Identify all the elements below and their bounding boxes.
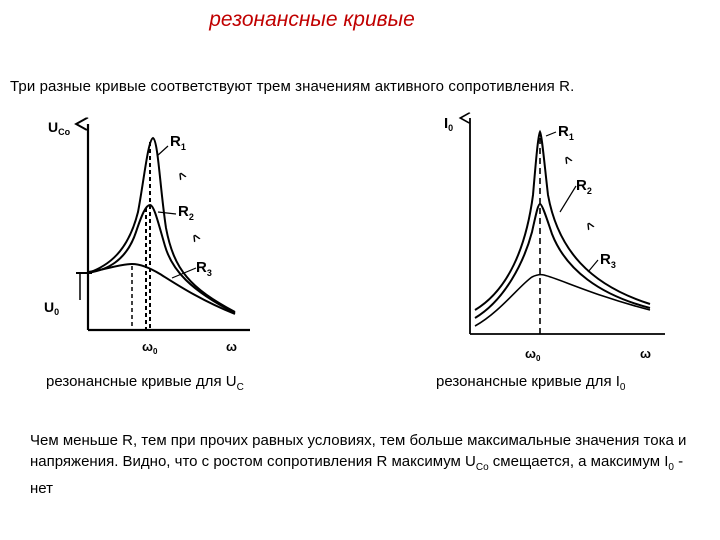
caption-left: [46, 373, 244, 393]
left-curve-r2: [88, 205, 235, 313]
subtitle: Три разные кривые соответствуют трем значениям активного сопротивления R.: [10, 78, 575, 95]
right-leader-r3: [588, 260, 598, 272]
left-arrow-1: ^: [175, 168, 191, 187]
left-label-r1: $R_1$: [170, 133, 186, 152]
right-omega0-label: $\omega_0$: [525, 346, 541, 363]
right-resonance-plot: [444, 115, 665, 363]
left-u0-label: $U_0$: [44, 299, 60, 317]
right-label-r3: $R_3$: [600, 251, 616, 270]
left-leader-r2: [158, 212, 176, 214]
note-part-1: Чем меньше R, тем при прочих равных условиях, тем больше максимальные значения тока и напряжения. Видно, что с ростом сопротивления R максимум U: [30, 432, 687, 470]
note-part-2: смещается, а максимум I: [488, 453, 669, 470]
note-sub-2: 0: [668, 462, 674, 473]
right-curve-r2: [475, 204, 650, 318]
caption-right-sub: 0: [619, 382, 626, 393]
caption-right-text: резонансные кривые для I: [436, 373, 620, 390]
left-arrow-2: ^: [189, 230, 205, 249]
left-curve-r1: [88, 138, 235, 312]
right-leader-r1: [546, 132, 556, 136]
caption-left-text: резонансные кривые для U: [46, 373, 237, 390]
caption-left-sub: C: [236, 382, 244, 393]
caption-right: [436, 373, 625, 393]
note-sub-1: Co: [475, 462, 489, 473]
right-omega-label: ω: [640, 346, 651, 361]
left-leader-r1: [157, 146, 168, 156]
right-arrow-1: ^: [561, 152, 577, 171]
conclusion-paragraph: [30, 430, 700, 499]
page-title-text: резонансные кривые: [209, 8, 415, 31]
right-y-axis-label: $I_0$: [444, 115, 454, 133]
right-leader-r2: [560, 186, 576, 212]
right-label-r2: $R_2$: [576, 177, 592, 196]
left-y-axis-label: $U_{Co}$: [48, 119, 71, 137]
left-label-r3: $R_3$: [196, 259, 212, 278]
left-omega-label: ω: [226, 339, 237, 354]
note-part-3: - нет: [30, 453, 684, 497]
right-label-r1: $R_1$: [558, 123, 574, 142]
right-arrow-2: ^: [583, 218, 599, 237]
left-omega0-label: $\omega_0$: [142, 339, 158, 356]
left-curve-r3: [88, 264, 235, 314]
left-resonance-plot: [44, 119, 250, 356]
left-label-r2: $R_2$: [178, 203, 194, 222]
